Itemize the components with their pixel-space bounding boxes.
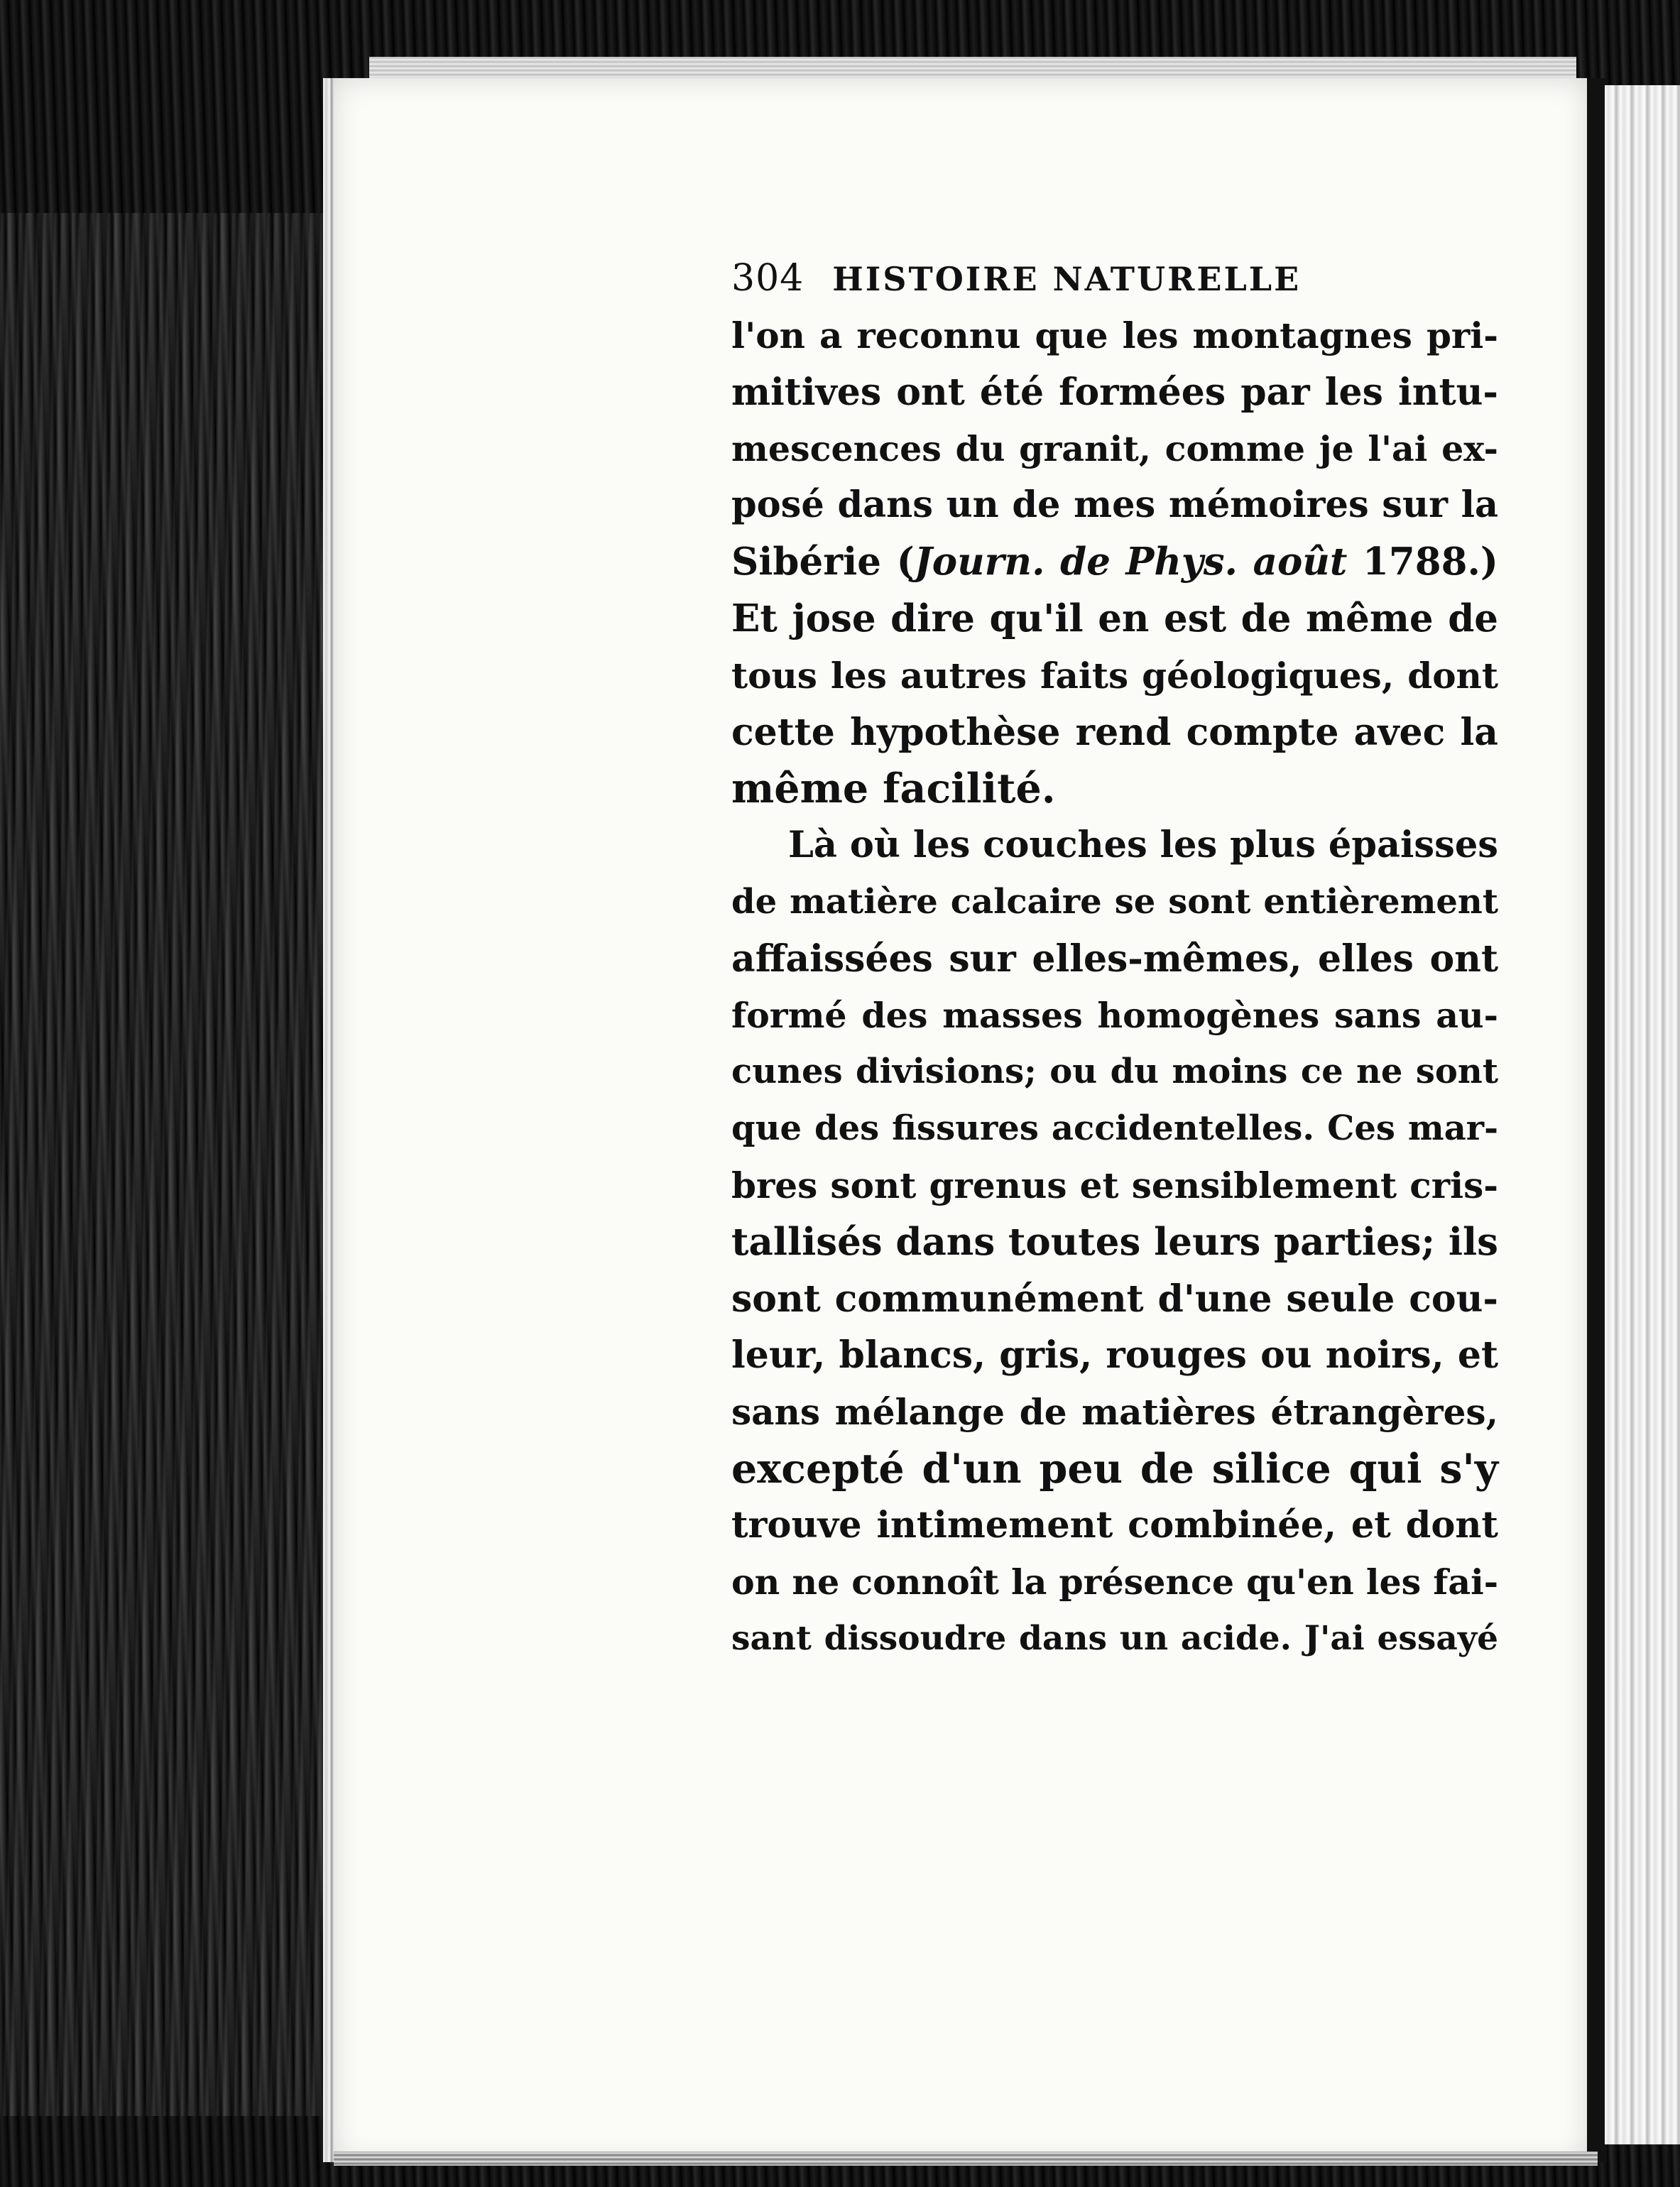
text-line: bres sont grenus et sensiblement cris- — [731, 1164, 1498, 1206]
text-line: tous les autres faits géologiques, dont — [731, 654, 1498, 697]
text-line: l'on a reconnu que les montagnes pri- — [731, 315, 1498, 356]
running-header — [731, 250, 1498, 307]
facing-page-edge — [1605, 85, 1680, 2144]
text-line: affaissées sur elles-mêmes, elles ont — [731, 937, 1498, 981]
text-line: sans mélange de matières étrangères, — [731, 1391, 1498, 1434]
paragraph-1 — [731, 307, 1498, 817]
text-line: posé dans un de mes mémoires sur la — [731, 484, 1498, 527]
page-text — [731, 250, 1498, 1667]
text-line: leur, blancs, gris, rouges ou noirs, et — [731, 1334, 1498, 1378]
text-line: excepté d'un peu de silice qui s'y — [731, 1444, 1498, 1493]
text-line: tallisés dans toutes leurs parties; ils — [731, 1219, 1498, 1264]
text-line: de matière calcaire se sont entièrement — [731, 881, 1498, 922]
text-line: on ne connoît la présence qu'en les fai- — [731, 1561, 1499, 1603]
text-line: que des fissures accidentelles. Ces mar- — [731, 1108, 1498, 1149]
citation-italic: Journ. de Phys. août — [914, 540, 1348, 584]
text-run: Sibérie ( — [731, 540, 915, 584]
text-line: Et jose dire qu'il en est de même de — [731, 596, 1498, 640]
text-run: 1788.) — [1347, 540, 1498, 584]
book-edge-fibers — [0, 213, 334, 2116]
text-line: même facilité. — [731, 765, 1056, 813]
page-number: 304 — [731, 257, 804, 300]
text-line: Là où les couches les plus épaisses — [788, 824, 1498, 867]
running-title: HISTOIRE NATURELLE — [832, 260, 1302, 298]
page-bottom-edge — [334, 2151, 1598, 2166]
text-line — [731, 534, 1498, 591]
text-line: trouve intimement combinée, et dont — [731, 1503, 1498, 1547]
text-line: formé des masses homogènes sans au- — [731, 994, 1498, 1036]
text-line: mescences du granit, comme je l'ai ex- — [731, 427, 1498, 469]
paragraph-2 — [731, 817, 1498, 1667]
text-line: sont communément d'une seule cou- — [731, 1277, 1498, 1321]
text-line: cunes divisions; ou du moins ce ne sont — [731, 1052, 1498, 1092]
book-gutter — [1587, 78, 1607, 2162]
text-line: cette hypothèse rend compte avec la — [731, 710, 1498, 754]
text-line: mitives ont été formées par les intu- — [731, 370, 1498, 414]
text-line: sant dissoudre dans un acide. J'ai essayé — [731, 1619, 1498, 1659]
